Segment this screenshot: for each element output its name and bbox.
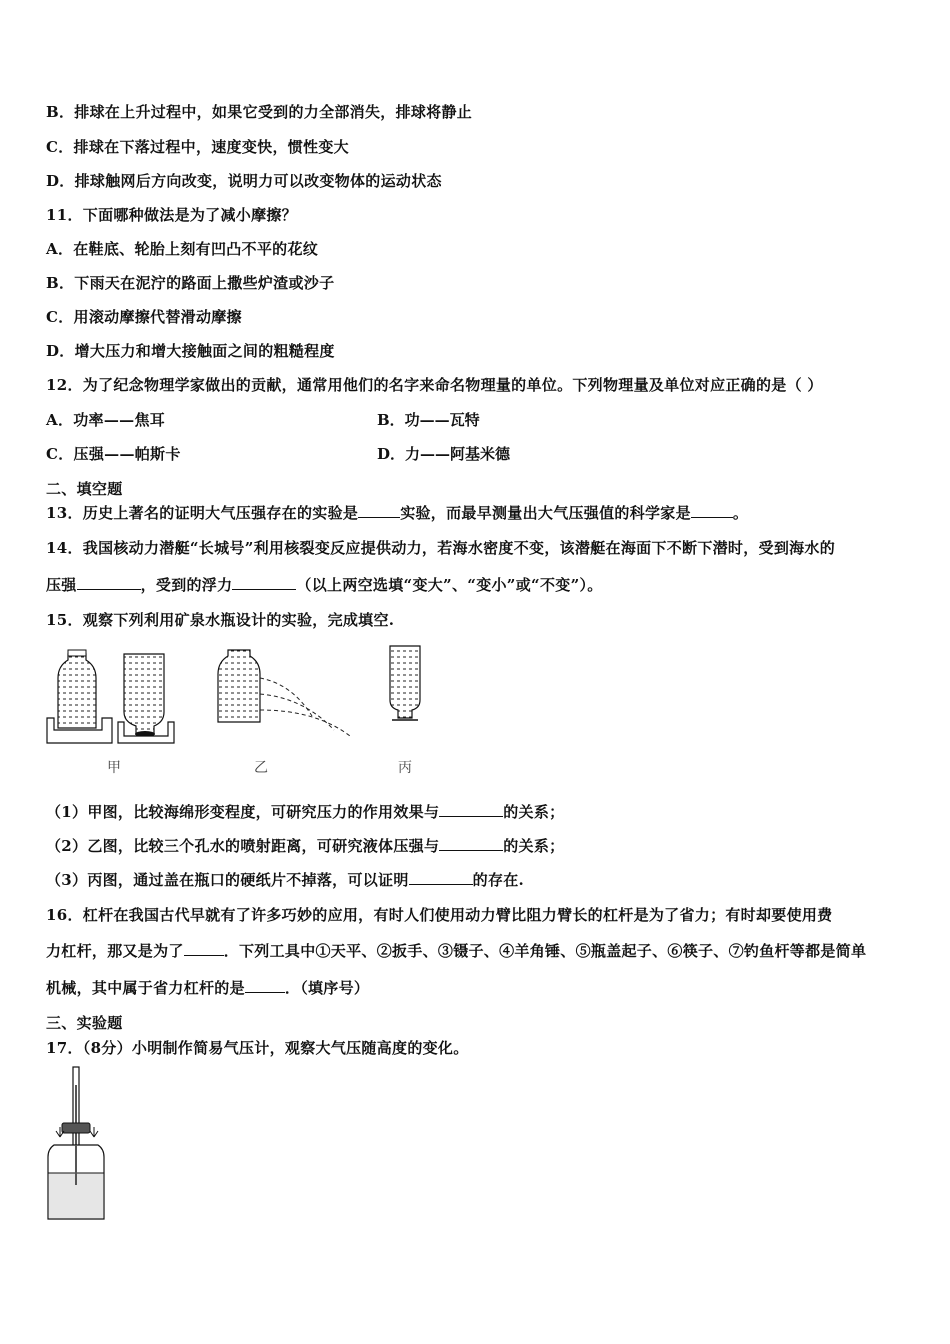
q12-option-a: A．功率——焦耳 xyxy=(46,411,166,429)
q15-sub1-b: 的关系； xyxy=(503,803,565,821)
q11-stem: 11．下面哪种做法是为了减小摩擦？ xyxy=(46,206,297,224)
q16-line2 xyxy=(46,940,866,961)
q15-sub1 xyxy=(46,801,564,822)
inverted-bottle-card-illustration xyxy=(384,642,428,726)
q16-blank-2[interactable] xyxy=(245,978,285,993)
q13 xyxy=(46,502,748,523)
q15-sub3-b: 的存在. xyxy=(472,871,525,889)
q15-sub1-a: （1）甲图，比较海绵形变程度，可研究压力的作用效果与 xyxy=(46,803,440,821)
q16-line3 xyxy=(46,977,369,998)
q15-stem: 15．观察下列利用矿泉水瓶设计的实验，完成填空. xyxy=(46,611,395,629)
figure-label-yi: 乙 xyxy=(254,760,268,776)
q15-sub2-a: （2）乙图，比较三个孔水的喷射距离，可研究液体压强与 xyxy=(46,837,440,855)
figure-yi xyxy=(212,648,357,748)
q12-option-d: D．力——阿基米德 xyxy=(377,445,511,463)
q16-line3-b: ．（填序号） xyxy=(284,979,370,997)
q16-line1: 16．杠杆在我国古代早就有了许多巧妙的应用，有时人们使用动力臂比阻力臂长的杠杆是为了省力；有时却要使用费 xyxy=(46,906,833,924)
q13-blank-1[interactable] xyxy=(358,503,400,518)
q13-part3: 。 xyxy=(732,504,749,522)
q15-blank-1[interactable] xyxy=(439,802,503,817)
q14-line2 xyxy=(46,574,603,595)
q14-part1: 压强 xyxy=(46,576,77,594)
q10-option-c: C．排球在下落过程中，速度变快，惯性变大 xyxy=(46,138,349,156)
q16-blank-1[interactable] xyxy=(184,941,224,956)
q14-blank-2[interactable] xyxy=(232,575,296,590)
q11-option-b: B．下雨天在泥泞的路面上撒些炉渣或沙子 xyxy=(46,274,335,292)
bottles-on-sponge-illustration xyxy=(44,648,184,748)
q16-line3-a: 机械，其中属于省力杠杆的是 xyxy=(46,979,245,997)
q10-option-d: D．排球触网后方向改变，说明力可以改变物体的运动状态 xyxy=(46,172,442,190)
section-experiment: 三、实验题 xyxy=(46,1014,123,1032)
q12-option-c: C．压强——帕斯卡 xyxy=(46,445,181,463)
q14-blank-1[interactable] xyxy=(77,575,141,590)
q14-part3: （以上两空选填“变大”、“变小”或“不变”）。 xyxy=(296,576,603,594)
barometer-figure xyxy=(44,1065,110,1225)
section-fill-in: 二、填空题 xyxy=(46,480,123,498)
q13-blank-2[interactable] xyxy=(691,503,733,518)
bottle-water-jets-illustration xyxy=(212,648,357,748)
q15-sub2 xyxy=(46,835,564,856)
barometer-illustration xyxy=(44,1065,110,1225)
q14-line1: 14．我国核动力潜艇“长城号”利用核裂变反应提供动力，若海水密度不变，该潜艇在海面下不断下潜时，受到海水的 xyxy=(46,539,836,557)
q11-option-d: D．增大压力和增大接触面之间的粗糙程度 xyxy=(46,342,335,360)
figure-bing xyxy=(384,642,428,726)
q13-part1: 13．历史上著名的证明大气压强存在的实验是 xyxy=(46,504,359,522)
q15-sub2-b: 的关系； xyxy=(503,837,565,855)
q14-part2: ，受到的浮力 xyxy=(140,576,233,594)
q15-blank-2[interactable] xyxy=(439,836,503,851)
figure-jia xyxy=(44,648,184,748)
q11-option-a: A．在鞋底、轮胎上刻有凹凸不平的花纹 xyxy=(46,240,319,258)
figure-label-jia: 甲 xyxy=(107,760,121,776)
q13-part2: 实验，而最早测量出大气压强值的科学家是 xyxy=(400,504,691,522)
q15-sub3-a: （3）丙图，通过盖在瓶口的硬纸片不掉落，可以证明 xyxy=(46,871,409,889)
q11-option-c: C．用滚动摩擦代替滑动摩擦 xyxy=(46,308,242,326)
q17-stem: 17．（8分）小明制作简易气压计，观察大气压随高度的变化。 xyxy=(46,1039,469,1057)
q10-option-b: B．排球在上升过程中，如果它受到的力全部消失，排球将静止 xyxy=(46,103,473,121)
q12-stem: 12．为了纪念物理学家做出的贡献，通常用他们的名字来命名物理量的单位。下列物理量及单位对应正确的是（ ） xyxy=(46,376,823,394)
q16-line2-b: ．下列工具中①天平、②扳手、③镊子、④羊角锤、⑤瓶盖起子、⑥筷子、⑦钓鱼杆等都是简单 xyxy=(223,942,867,960)
q15-blank-3[interactable] xyxy=(409,870,473,885)
q16-line2-a: 力杠杆，那又是为了 xyxy=(46,942,184,960)
q15-sub3 xyxy=(46,869,524,890)
figure-label-bing: 丙 xyxy=(398,760,412,776)
q12-option-b: B．功——瓦特 xyxy=(377,411,480,429)
